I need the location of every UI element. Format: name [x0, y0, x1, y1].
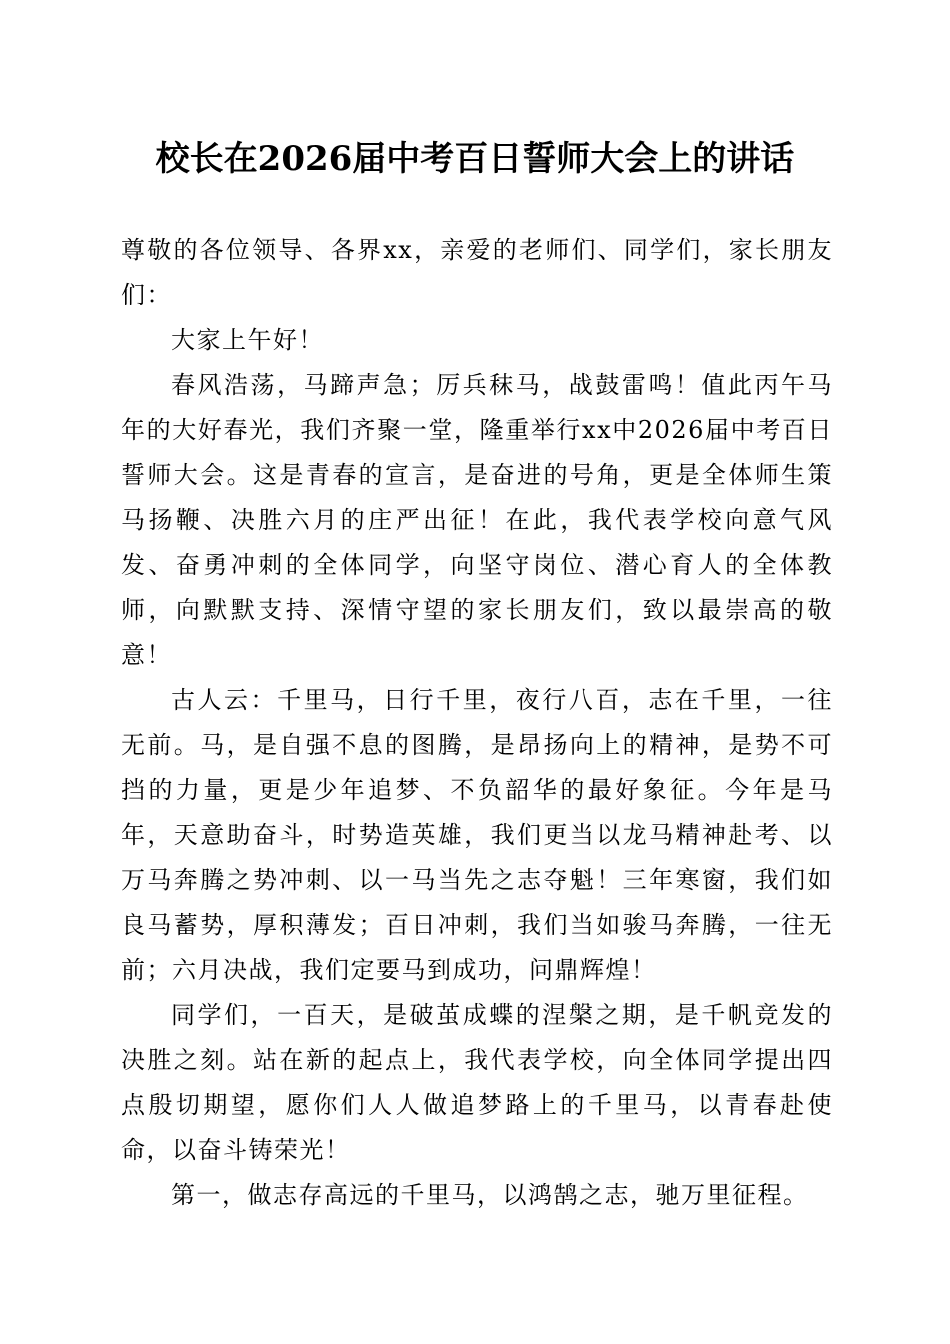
body-paragraph: 古人云：千里马，日行千里，夜行八百，志在千里，一往无前。马，是自强不息的图腾，是昂扬向上的精神，是势不可挡的力量，更是少年追梦、不负韶华的最好象征。今年是马年，天意助奋斗，时势造英雄，我们更当以龙马精神赴考、以万马奔腾之势冲刺、以一马当先之志夺魁！三年寒窗，我们如良马蓄势，厚积薄发；百日冲刺，我们当如骏马奔腾，一往无前；六月决战，我们定要马到成功，问鼎辉煌！ — [121, 686, 833, 984]
body-paragraph: 同学们，一百天，是破茧成蝶的涅槃之期，是千帆竞发的决胜之刻。站在新的起点上，我代表学校，向全体同学提出四点殷切期望，愿你们人人做追梦路上的千里马，以青春赴使命，以奋斗铸荣光！ — [121, 1001, 833, 1164]
greeting-paragraph: 大家上午好！ — [171, 326, 324, 354]
document-body — [121, 228, 833, 1218]
body-paragraph: 第一，做志存高远的千里马，以鸿鹄之志，驰万里征程。 — [171, 1181, 809, 1209]
body-paragraph: 春风浩荡，马蹄声急；厉兵秣马，战鼓雷鸣！值此丙午马年的大好春光，我们齐聚一堂，隆重举行xx中2026届中考百日誓师大会。这是青春的宣言，是奋进的号角，更是全体师生策马扬鞭、决胜六月的庄严出征！在此，我代表学校向意气风发、奋勇冲刺的全体同学，向坚守岗位、潜心育人的全体教师，向默默支持、深情守望的家长朋友们，致以最崇高的敬意！ — [121, 371, 833, 669]
document-title: 校长在2026届中考百日誓师大会上的讲话 — [155, 139, 795, 179]
salutation-paragraph: 尊敬的各位领导、各界xx，亲爱的老师们、同学们，家长朋友们： — [121, 236, 833, 309]
